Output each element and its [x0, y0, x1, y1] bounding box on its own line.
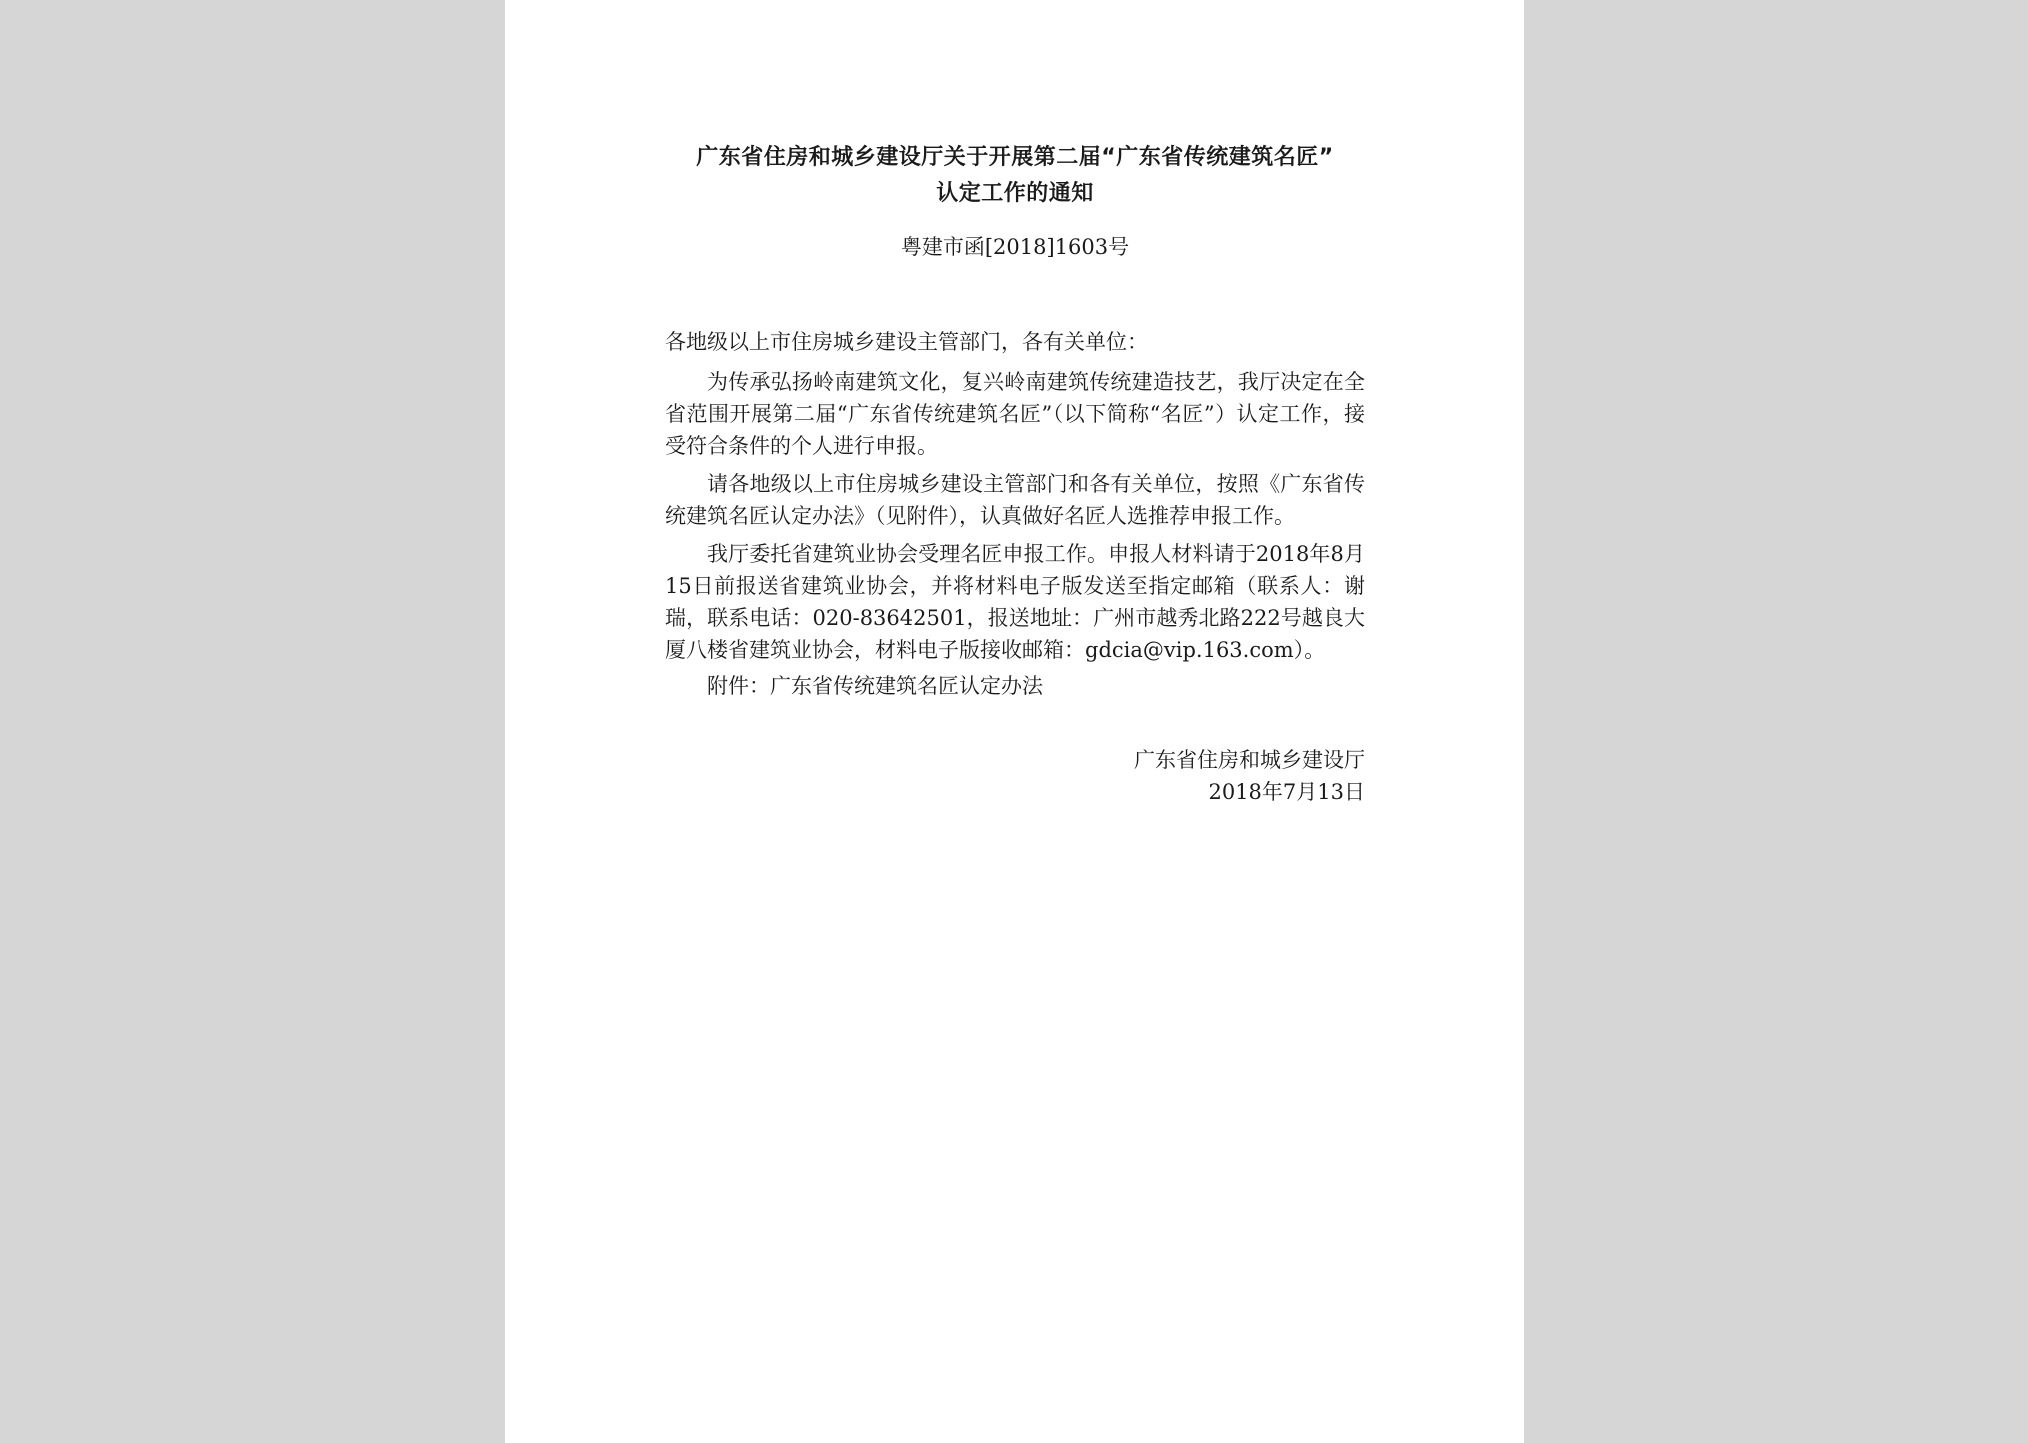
document-content — [665, 140, 1365, 808]
title-line-1: 广东省住房和城乡建设厅关于开展第二届“广东省传统建筑名匠” — [696, 145, 1334, 170]
signature-block — [665, 744, 1365, 808]
paragraph-3: 我厅委托省建筑业协会受理名匠申报工作。申报人材料请于2018年8月15日前报送省建筑业协会，并将材料电子版发送至指定邮箱（联系人：谢瑞，联系电话：020-83642501，报送地址：广州市越秀北路222号越良大厦八楼省建筑业协会，材料电子版接收邮箱：gdcia@vip.163.com）。 — [665, 542, 1365, 662]
paragraph-2: 请各地级以上市住房城乡建设主管部门和各有关单位，按照《广东省传统建筑名匠认定办法》（见附件），认真做好名匠人选推荐申报工作。 — [665, 472, 1365, 528]
document-number: 粤建市函[2018]1603号 — [900, 235, 1130, 259]
title-line-2: 认定工作的通知 — [936, 181, 1094, 206]
signature-date: 2018年7月13日 — [1208, 780, 1365, 804]
paragraph-1: 为传承弘扬岭南建筑文化，复兴岭南建筑传统建造技艺，我厅决定在全省范围开展第二届“广东省传统建筑名匠”（以下简称“名匠”）认定工作，接受符合条件的个人进行申报。 — [665, 370, 1365, 458]
document-title — [665, 140, 1365, 212]
signature-organization: 广东省住房和城乡建设厅 — [1134, 748, 1365, 772]
salutation: 各地级以上市住房城乡建设主管部门，各有关单位： — [665, 330, 1148, 354]
document-page — [505, 0, 1524, 1443]
attachment-line: 附件：广东省传统建筑名匠认定办法 — [707, 674, 1043, 698]
